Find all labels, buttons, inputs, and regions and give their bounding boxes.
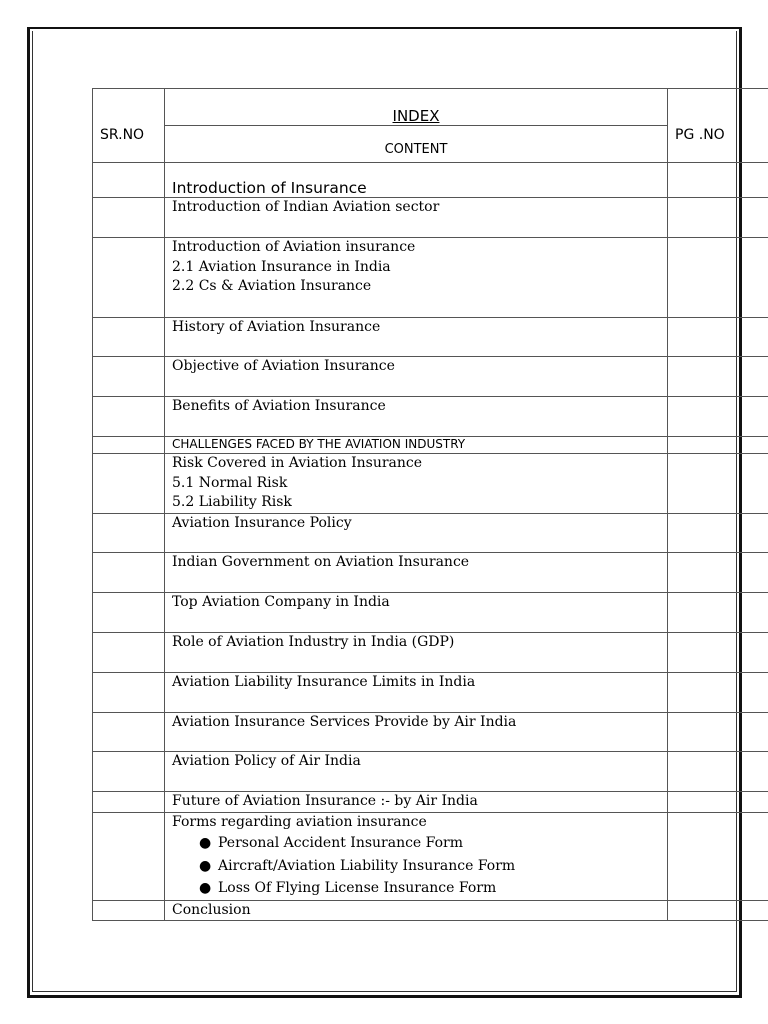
table-row xyxy=(93,357,768,397)
srno-cell xyxy=(93,633,165,673)
table-row xyxy=(93,673,768,713)
table-row xyxy=(93,454,768,514)
forms-list xyxy=(172,832,667,900)
pgno-cell xyxy=(668,752,768,792)
srno-cell xyxy=(93,553,165,593)
table-row xyxy=(93,238,768,318)
table-row xyxy=(93,514,768,553)
bullet-icon: ● xyxy=(199,857,212,874)
content-line: Indian Government on Aviation Insurance xyxy=(172,554,470,570)
content-line: Conclusion xyxy=(172,901,251,918)
content-cell xyxy=(165,633,668,673)
srno-cell xyxy=(93,792,165,813)
index-table xyxy=(92,88,768,921)
content-line: Forms regarding aviation insurance xyxy=(172,813,427,830)
content-cell: CHALLENGES FACED BY THE AVIATION INDUSTRY xyxy=(165,437,668,454)
content-cell xyxy=(165,198,668,238)
content-line: Aviation Insurance Policy xyxy=(172,515,352,531)
bullet-icon: ● xyxy=(199,880,212,896)
table-row xyxy=(93,900,768,921)
srno-cell xyxy=(93,812,165,900)
srno-cell xyxy=(93,198,165,238)
content-line: Future of Aviation Insurance :- by Air India xyxy=(172,793,478,809)
content-line: Introduction of Indian Aviation sector xyxy=(172,199,440,215)
srno-cell xyxy=(93,514,165,553)
table-row xyxy=(93,437,768,454)
pgno-cell xyxy=(668,163,768,198)
content-line: 2.2 Cs & Aviation Insurance xyxy=(172,278,372,294)
srno-cell xyxy=(93,593,165,633)
content-line: History of Aviation Insurance xyxy=(172,319,381,335)
pgno-cell xyxy=(668,198,768,238)
table-row xyxy=(93,397,768,437)
srno-cell xyxy=(93,238,165,318)
srno-cell xyxy=(93,397,165,437)
content-line: 5.1 Normal Risk xyxy=(172,474,288,491)
content-cell xyxy=(165,792,668,813)
content-cell xyxy=(165,514,668,553)
srno-cell xyxy=(93,752,165,792)
content-cell xyxy=(165,752,668,792)
content-line: Top Aviation Company in India xyxy=(172,594,390,610)
content-cell xyxy=(165,812,668,900)
content-line: 2.1 Aviation Insurance in India xyxy=(172,258,391,275)
index-title: INDEX xyxy=(165,89,668,126)
srno-cell xyxy=(93,673,165,713)
pgno-cell xyxy=(668,514,768,553)
pgno-cell xyxy=(668,673,768,713)
srno-cell xyxy=(93,713,165,752)
pgno-cell xyxy=(668,437,768,454)
content-line: Aviation Insurance Services Provide by Air India xyxy=(172,714,517,730)
header-row-bottom xyxy=(93,126,768,163)
list-item: ● Personal Accident Insurance Form xyxy=(218,832,667,855)
content-line: Aviation Policy of Air India xyxy=(172,753,361,769)
pgno-cell xyxy=(668,357,768,397)
srno-header: SR.NO xyxy=(93,89,165,163)
pgno-cell xyxy=(668,593,768,633)
content-line: Benefits of Aviation Insurance xyxy=(172,398,386,414)
srno-cell xyxy=(93,437,165,454)
table-row xyxy=(93,593,768,633)
srno-cell xyxy=(93,900,165,921)
content-header: CONTENT xyxy=(165,126,668,163)
pgno-cell xyxy=(668,900,768,921)
pgno-cell xyxy=(668,318,768,357)
table-row xyxy=(93,792,768,813)
content-line: Objective of Aviation Insurance xyxy=(172,358,395,374)
pgno-cell xyxy=(668,713,768,752)
table-row xyxy=(93,198,768,238)
table-row xyxy=(93,713,768,752)
content-cell xyxy=(165,238,668,318)
srno-cell xyxy=(93,318,165,357)
list-item: ● Aircraft/Aviation Liability Insurance Form xyxy=(218,855,667,878)
content-cell xyxy=(165,454,668,514)
table-row xyxy=(93,318,768,357)
content-cell: Introduction of Insurance xyxy=(165,163,668,198)
pgno-cell xyxy=(668,792,768,813)
content-cell xyxy=(165,397,668,437)
table-row xyxy=(93,553,768,593)
pgno-cell xyxy=(668,812,768,900)
content-cell xyxy=(165,357,668,397)
pgno-cell xyxy=(668,454,768,514)
content-line: Role of Aviation Industry in India (GDP) xyxy=(172,634,455,650)
content-cell xyxy=(165,318,668,357)
pgno-cell xyxy=(668,633,768,673)
list-item: ● Loss Of Flying License Insurance Form xyxy=(218,877,667,900)
table-row xyxy=(93,752,768,792)
content-line: Introduction of Aviation insurance xyxy=(172,239,416,255)
content-cell xyxy=(165,900,668,921)
content-cell xyxy=(165,673,668,713)
content-line: 5.2 Liability Risk xyxy=(172,494,292,510)
srno-cell xyxy=(93,163,165,198)
content-line: Risk Covered in Aviation Insurance xyxy=(172,455,423,471)
content-cell xyxy=(165,553,668,593)
pgno-cell xyxy=(668,238,768,318)
content-line: Aviation Liability Insurance Limits in India xyxy=(172,674,476,690)
bullet-icon: ● xyxy=(199,835,212,851)
pgno-header: PG .NO xyxy=(668,89,768,163)
header-row-top xyxy=(93,89,768,126)
srno-cell xyxy=(93,357,165,397)
table-row xyxy=(93,812,768,900)
pgno-cell xyxy=(668,553,768,593)
srno-cell xyxy=(93,454,165,514)
table-row xyxy=(93,633,768,673)
pgno-cell xyxy=(668,397,768,437)
table-row xyxy=(93,163,768,198)
content-cell xyxy=(165,713,668,752)
content-cell xyxy=(165,593,668,633)
